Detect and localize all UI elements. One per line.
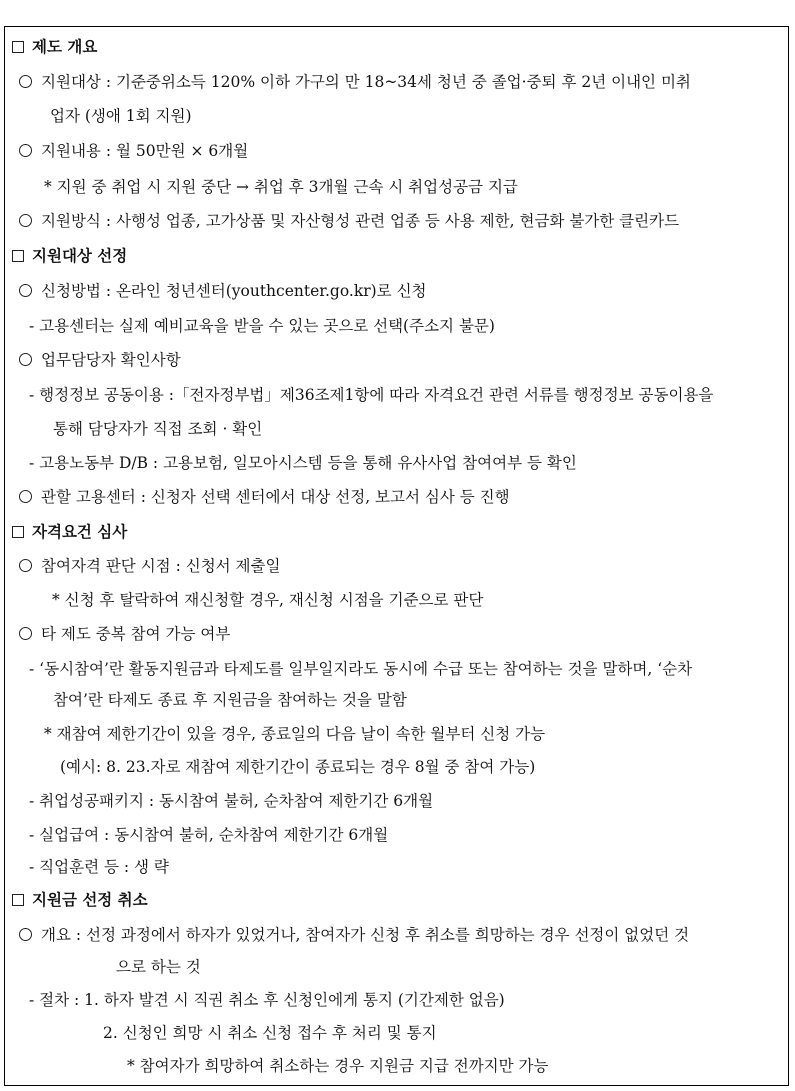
section-heading: 자격요건 심사	[12, 522, 127, 542]
list-item: 타 제도 중복 참여 가능 여부	[19, 624, 230, 644]
list-item: 개요 : 선정 과정에서 하자가 있었거나, 참여자가 신청 후 취소를 희망하는 경우 선정이 없었던 것	[19, 925, 689, 945]
list-item: 참여자격 판단 시점 : 신청서 제출일	[19, 556, 280, 576]
list-item: 업무담당자 확인사항	[19, 350, 181, 370]
sub-item: - 직업훈련 등 : 생 략	[29, 858, 169, 876]
checkbox-square-icon	[12, 526, 24, 538]
list-item: 신청방법 : 온라인 청년센터(youthcenter.go.kr)로 신청	[19, 281, 427, 301]
list-item: 관할 고용센터 : 신청자 선택 센터에서 대상 선정, 보고서 심사 등 진행	[19, 487, 510, 507]
sub-item-continuation: 통해 담당자가 직접 조회 · 확인	[53, 420, 263, 438]
section-heading: 지원대상 선정	[12, 246, 127, 266]
sub-item: - ‘동시참여’란 활동지원금과 타제도를 일부일지라도 동시에 수급 또는 참여하는 것을 말하며, ‘순차	[29, 660, 693, 678]
list-item: 지원대상 : 기준중위소득 120% 이하 가구의 만 18~34세 청년 중 졸업·중퇴 후 2년 이내인 미취	[19, 72, 785, 92]
list-item-continuation: 업자 (생애 1회 지원)	[50, 107, 192, 125]
circle-bullet-icon	[19, 353, 32, 366]
sub-item: - 행정정보 공동이용 :「전자정부법」제36조제1항에 따라 자격요건 관련 서류를 행정정보 공동이용을	[29, 386, 714, 404]
circle-bullet-icon	[19, 284, 32, 297]
checkbox-square-icon	[12, 250, 24, 262]
circle-bullet-icon	[19, 627, 32, 640]
checkbox-square-icon	[12, 894, 24, 906]
list-item: 지원내용 : 월 50만원 × 6개월	[19, 141, 248, 161]
circle-bullet-icon	[19, 214, 32, 227]
sub-item: - 고용센터는 실제 예비교육을 받을 수 있는 곳으로 선택(주소지 불문)	[29, 317, 495, 335]
checkbox-square-icon	[12, 41, 24, 53]
circle-bullet-icon	[19, 928, 32, 941]
procedure-step: 2. 신청인 희망 시 취소 신청 접수 후 처리 및 통지	[103, 1024, 437, 1042]
sub-item: - 실업급여 : 동시참여 불허, 순차참여 제한기간 6개월	[29, 826, 389, 844]
circle-bullet-icon	[19, 75, 32, 88]
list-item: 지원방식 : 사행성 업종, 고가상품 및 자산형성 관련 업종 등 사용 제한, 현금화 불가한 클린카드	[19, 211, 679, 231]
note-example: (예시: 8. 23.자로 재참여 제한기간이 종료되는 경우 8월 중 참여 가능)	[60, 758, 536, 776]
note-item: * 지원 중 취업 시 지원 중단 → 취업 후 3개월 근속 시 취업성공금 지급	[44, 178, 518, 196]
sub-item-continuation: 참여’란 타제도 종료 후 지원금을 참여하는 것을 말함	[53, 691, 407, 709]
sub-item: - 절차 : 1. 하자 발견 시 직권 취소 후 신청인에게 통지 (기간제한 없음)	[29, 991, 505, 1009]
note-item: * 참여자가 희망하여 취소하는 경우 지원금 지급 전까지만 가능	[127, 1057, 549, 1075]
section-heading: 지원금 선정 취소	[12, 890, 148, 910]
list-item-continuation: 으로 하는 것	[116, 958, 201, 976]
note-item: * 재참여 제한기간이 있을 경우, 종료일의 다음 날이 속한 월부터 신청 가능	[44, 725, 546, 743]
circle-bullet-icon	[19, 559, 32, 572]
sub-item: - 취업성공패키지 : 동시참여 불허, 순차참여 제한기간 6개월	[29, 792, 434, 810]
sub-item: - 고용노동부 D/B : 고용보험, 일모아시스템 등을 통해 유사사업 참여여부 등 확인	[29, 454, 577, 472]
note-item: * 신청 후 탈락하여 재신청할 경우, 재신청 시점을 기준으로 판단	[52, 591, 484, 609]
circle-bullet-icon	[19, 144, 32, 157]
section-heading: 제도 개요	[12, 37, 97, 57]
circle-bullet-icon	[19, 490, 32, 503]
